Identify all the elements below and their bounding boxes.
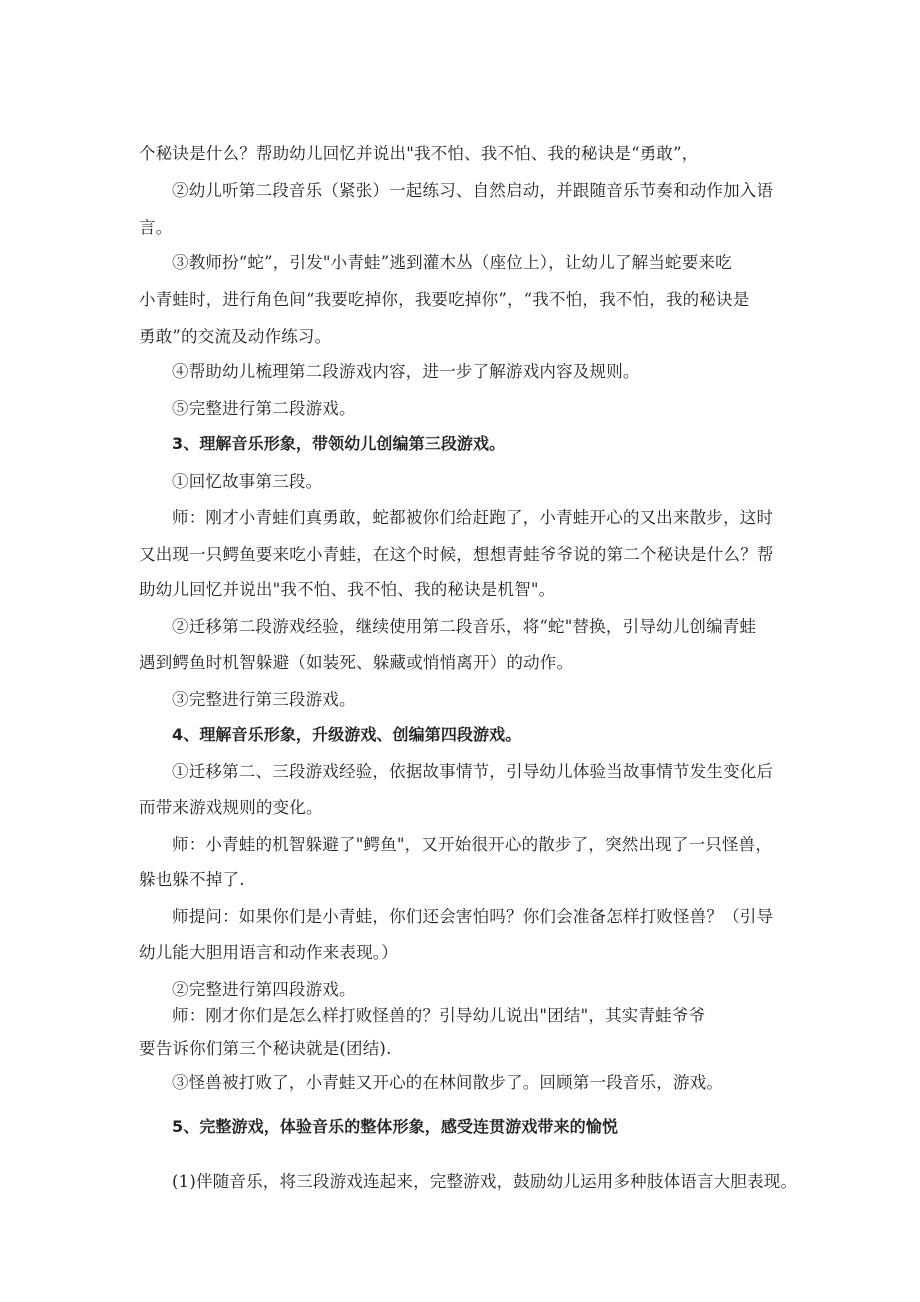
paragraph-line: ③怪兽被打败了，小青蛙又开心的在林间散步了。回顾第一段音乐，游戏。 <box>172 1072 724 1092</box>
paragraph-line: (1)伴随音乐，将三段游戏连起来，完整游戏，鼓励幼儿运用多种肢体语言大胆表现。 <box>172 1171 798 1191</box>
paragraph-line: 言。 <box>139 217 173 237</box>
paragraph-line: ①迁移第二、三段游戏经验，依据故事情节，引导幼儿体验当故事情节发生变化后 <box>172 761 774 781</box>
paragraph-line: 师：刚才你们是怎么样打败怪兽的？引导幼儿说出"团结"，其实青蛙爷爷 <box>172 1005 706 1025</box>
section-heading: 5、完整游戏，体验音乐的整体形象，感受连贯游戏带来的愉悦 <box>172 1117 618 1136</box>
paragraph-line: ②幼儿听第二段音乐（紧张）一起练习、自然启动，并跟随音乐节奏和动作加入语 <box>172 180 774 200</box>
paragraph-line: ①回忆故事第三段。 <box>172 471 323 491</box>
paragraph-line: 幼儿能大胆用语言和动作来表现。） <box>139 942 398 962</box>
paragraph-line: ④帮助幼儿梳理第二段游戏内容，进一步了解游戏内容及规则。 <box>172 361 640 381</box>
paragraph-line: 助幼儿回忆并说出"我不怕、我不怕、我的秘诀是机智"。 <box>139 579 556 599</box>
paragraph-line: 而带来游戏规则的变化。 <box>139 797 323 817</box>
paragraph-line: 小青蛙时，进行角色间“我要吃掉你，我要吃掉你”，“我不怕，我不怕，我的秘诀是 <box>139 289 750 309</box>
section-heading: 4、理解音乐形象，升级游戏、创编第四段游戏。 <box>172 725 522 744</box>
paragraph-line: 师：小青蛙的机智躲避了"鳄鱼"，又开始很开心的散步了，突然出现了一只怪兽， <box>172 834 773 854</box>
paragraph-line: ②迁移第二段游戏经验，继续使用第二段音乐，将“蛇"替换，引导幼儿创编青蛙 <box>172 616 757 636</box>
paragraph-line: ③教师扮“蛇”，引发"小青蛙”逃到灌木丛（座位上），让幼儿了解当蛇要来吃 <box>172 252 732 272</box>
paragraph-line: ②完整进行第四段游戏。 <box>172 979 356 999</box>
paragraph-line: 勇敢”的交流及动作练习。 <box>139 326 332 346</box>
paragraph-line: 个秘诀是什么？帮助幼儿回忆并说出"我不怕、我不怕、我的秘诀是“勇敢”， <box>139 143 699 163</box>
paragraph-line: 遇到鳄鱼时机智躲避（如装死、躲藏或悄悄离开）的动作。 <box>139 652 574 672</box>
paragraph-line: 要告诉你们第三个秘诀就是(团结). <box>139 1038 392 1058</box>
paragraph-line: ③完整进行第三段游戏。 <box>172 689 356 709</box>
paragraph-line: ⑤完整进行第二段游戏。 <box>172 398 356 418</box>
paragraph-line: 师：刚才小青蛙们真勇敢，蛇都被你们给赶跑了，小青蛙开心的又出来散步，这时 <box>172 507 774 527</box>
section-heading: 3、理解音乐形象，带领幼儿创编第三段游戏。 <box>172 434 506 453</box>
paragraph-line: 又出现一只鳄鱼要来吃小青蛙，在这个时候，想想青蛙爷爷说的第二个秘诀是什么？帮 <box>139 544 774 564</box>
paragraph-line: 躲也躲不掉了. <box>139 869 245 889</box>
paragraph-line: 师提问：如果你们是小青蛙，你们还会害怕吗？你们会准备怎样打败怪兽？（引导 <box>172 906 774 926</box>
